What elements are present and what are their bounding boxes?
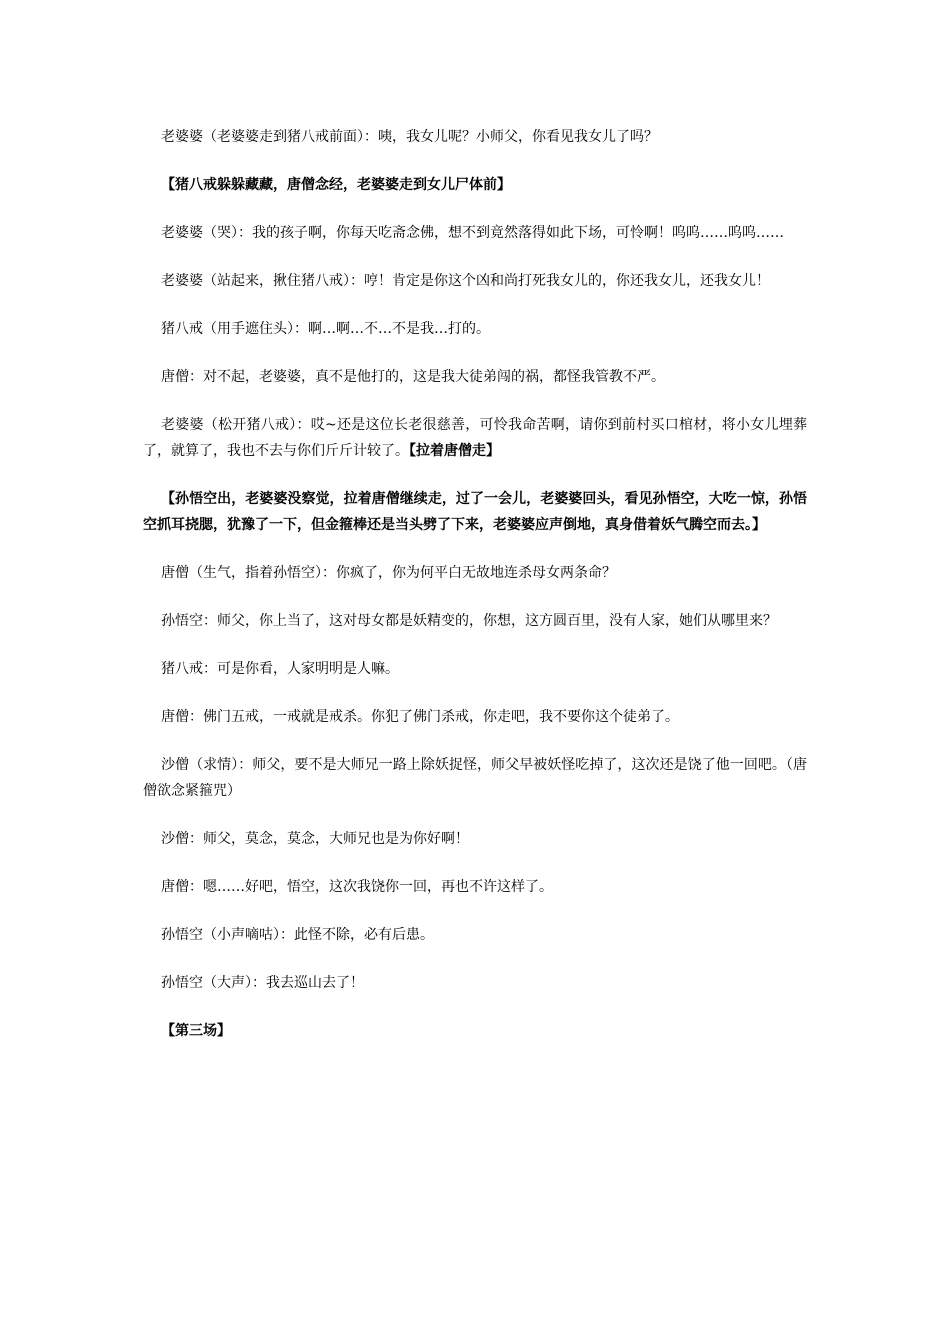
dialogue-line: 孙悟空（大声）：我去巡山去了！	[161, 975, 364, 991]
dialogue-line: 孙悟空（小声嘀咕）：此怪不除，必有后患。	[161, 927, 434, 943]
dialogue-line: 老婆婆（站起来，揪住猪八戒）：哼！肯定是你这个凶和尚打死我女儿的，你还我女儿，还我女儿！	[161, 273, 770, 289]
dialogue-line: 唐僧：对不起，老婆婆，真不是他打的，这是我大徒弟闯的祸，都怪我管教不严。	[161, 369, 665, 385]
stage-direction: 【猪八戒躲躲藏藏，唐僧念经，老婆婆走到女儿尸体前】	[161, 177, 511, 193]
dialogue-line: 唐僧（生气，指着孙悟空）：你疯了，你为何平白无故地连杀母女两条命？	[161, 565, 616, 581]
dialogue-line: 猪八戒（用手遮住头）：啊…啊…不…不是我…打的。	[161, 321, 490, 337]
dialogue-line: 唐僧：嗯……好吧，悟空，这次我饶你一回，再也不许这样了。	[161, 879, 553, 895]
script-page	[143, 124, 807, 1066]
dialogue-text: 老婆婆（松开猪八戒）：哎~还是这位长老很慈善，可怜我命苦啊，请你到前村买口棺材，将小女儿埋葬了，就算了，我也不去与你们斤斤计较了。	[143, 417, 807, 459]
dialogue-line: 老婆婆（哭）：我的孩子啊，你每天吃斋念佛，想不到竟然落得如此下场，可怜啊！呜呜……呜呜……	[161, 225, 784, 241]
scene-heading: 【第三场】	[161, 1023, 231, 1039]
dialogue-line: 沙僧（求情）：师父，要不是大师兄一路上除妖捉怪，师父早被妖怪吃掉了，这次还是饶了他一回吧。（唐僧欲念紧箍咒）	[143, 757, 807, 799]
dialogue-line: 孙悟空：师父，你上当了，这对母女都是妖精变的，你想，这方圆百里，没有人家，她们从哪里来？	[161, 613, 777, 629]
inline-stage-direction: 【拉着唐僧走】	[409, 443, 500, 459]
dialogue-line: 沙僧：师父，莫念，莫念，大师兄也是为你好啊！	[161, 831, 469, 847]
dialogue-line: 唐僧：佛门五戒，一戒就是戒杀。你犯了佛门杀戒，你走吧，我不要你这个徒弟了。	[161, 709, 679, 725]
stage-direction: 【孙悟空出，老婆婆没察觉，拉着唐僧继续走，过了一会儿，老婆婆回头，看见孙悟空，大吃一惊，孙悟空抓耳挠腮，犹豫了一下，但金箍棒还是当头劈了下来，老婆婆应声倒地，真身借着妖气腾空而去。】	[143, 491, 807, 533]
dialogue-line: 老婆婆（老婆婆走到猪八戒前面）：咦，我女儿呢？小师父，你看见我女儿了吗？	[161, 129, 658, 145]
dialogue-line: 猪八戒：可是你看，人家明明是人嘛。	[161, 661, 399, 677]
dialogue-line	[143, 412, 807, 464]
